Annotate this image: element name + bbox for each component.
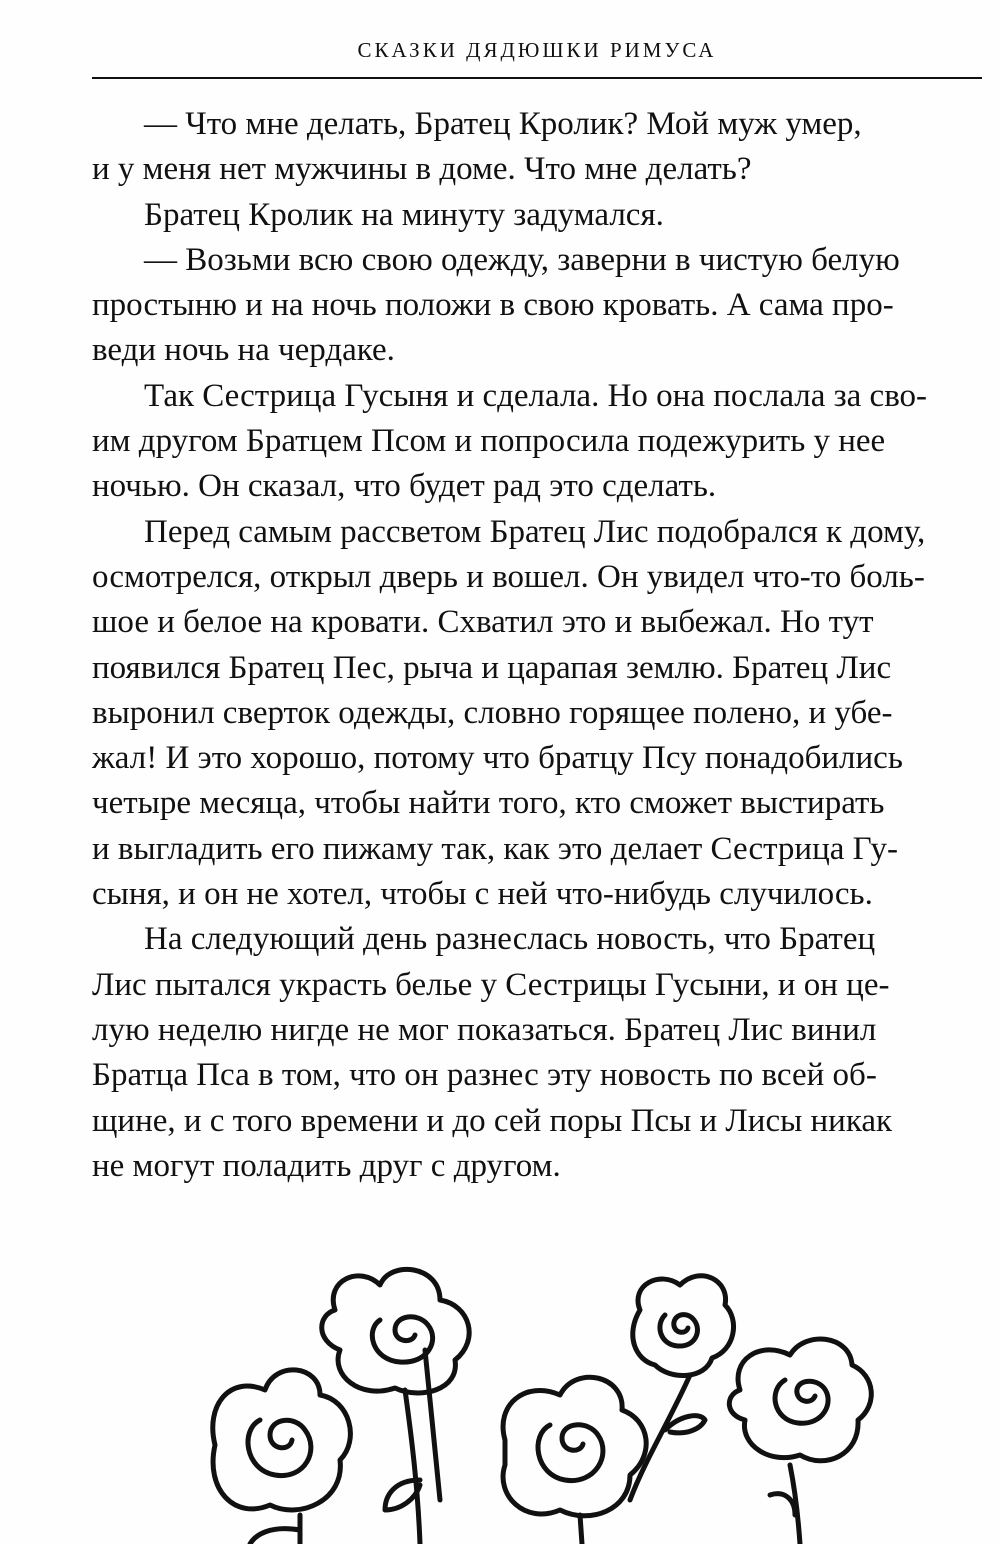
text-line: не могут поладить друг с другом. — [92, 1147, 561, 1184]
text-line: На следующий день разнеслась новость, что Братец — [144, 921, 876, 958]
text-line: щине, и с того времени и до сей поры Псы и Лисы никак — [92, 1102, 893, 1139]
text-line: четыре месяца, чтобы найти того, кто сможет выстирать — [92, 785, 885, 822]
rose-upper-right — [630, 1276, 734, 1500]
rose-left — [213, 1370, 351, 1544]
text-line: жал! И это хорошо, потому что братцу Псу понадобились — [92, 740, 903, 777]
header-rule — [92, 77, 982, 79]
text-line: — Возьми всю свою одежду, заверни в чистую белую — [144, 241, 900, 278]
text-line: и выгладить его пижаму так, как это делает Сестрица Гу- — [92, 830, 898, 867]
text-line: Братец Кролик на минуту задумался. — [144, 196, 664, 233]
text-line: появился Братец Пес, рыча и царапая землю. Братец Лис — [92, 649, 892, 686]
text-line: Братца Пса в том, что он разнес эту новость по всей об- — [92, 1057, 877, 1094]
text-line: — Что мне делать, Братец Кролик? Мой муж умер, — [144, 106, 862, 142]
text-line: ночью. Он сказал, что будет рад это сделать. — [92, 468, 717, 505]
text-line: Лис пытался украсть белье у Сестрицы Гусыни, и он це- — [92, 966, 890, 1003]
rose-center — [503, 1377, 646, 1544]
rose-right — [729, 1339, 871, 1544]
text-line: простыню и на ночь положи в свою кровать. А сама про- — [92, 287, 894, 324]
roses-illustration — [0, 1240, 1000, 1544]
text-line: и у меня нет мужчины в доме. Что мне делать? — [92, 151, 752, 188]
text-line: шое и белое на кровати. Схватил это и выбежал. Но тут — [92, 604, 874, 641]
text-line: Перед самым рассветом Братец Лис подобрался к дому, — [144, 513, 926, 550]
text-line: осмотрелся, открыл дверь и вошел. Он увидел что-то боль- — [92, 558, 925, 595]
text-line: сыня, и он не хотел, чтобы с ней что-нибудь случилось. — [92, 876, 873, 913]
text-line: веди ночь на чердаке. — [92, 332, 395, 369]
running-title: СКАЗКИ ДЯДЮШКИ РИМУСА — [357, 38, 717, 62]
text-line: им другом Братцем Псом и попросила подежурить у нее — [92, 423, 886, 460]
text-line: Так Сестрица Гусыня и сделала. Но она послала за сво- — [144, 377, 928, 414]
story-text — [92, 102, 982, 1189]
text-line: лую неделю нигде не мог показаться. Братец Лис винил — [92, 1011, 877, 1048]
text-line: выронил сверток одежды, словно горящее полено, и убе- — [92, 694, 893, 731]
